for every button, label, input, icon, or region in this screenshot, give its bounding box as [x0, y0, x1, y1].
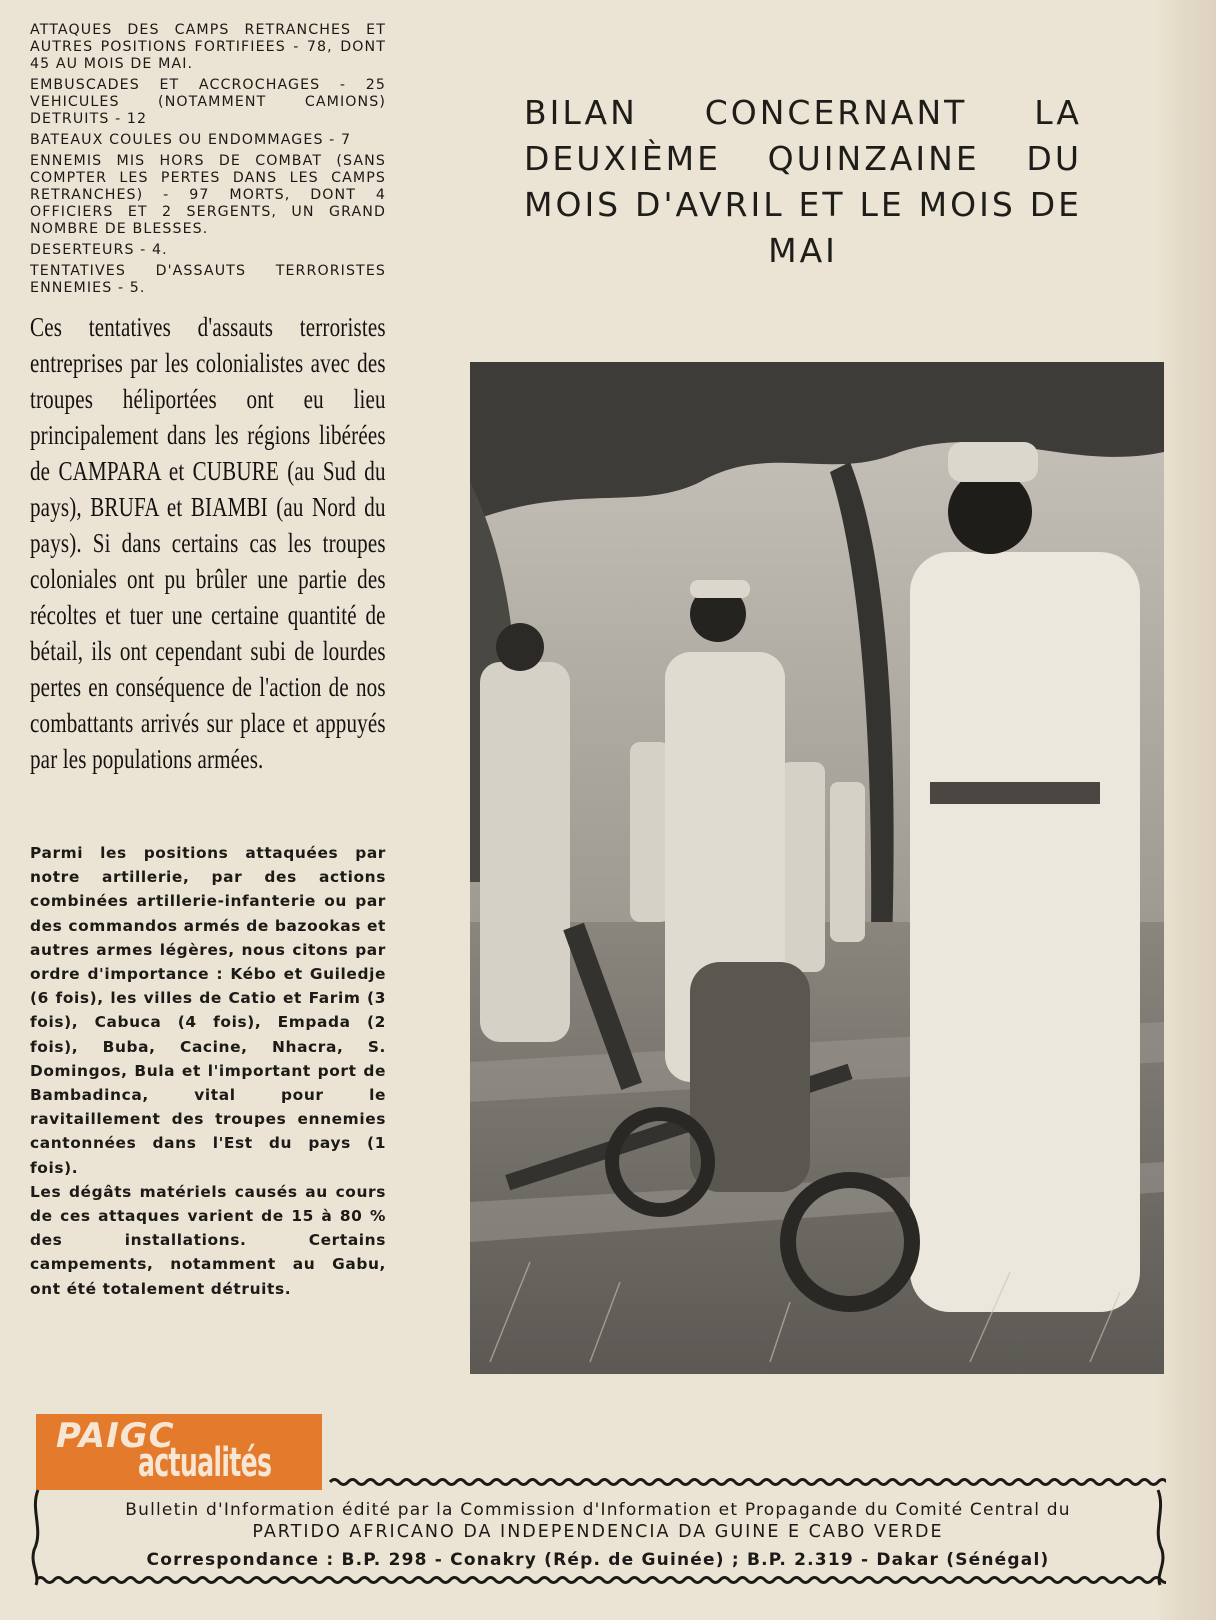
stat-item: ENNEMIS MIS HORS DE COMBAT (SANS COMPTER LES PERTES DANS LES CAMPS RETRANCHES) - 97 MORTS, DONT 4 OFFICIERS ET 2 SERGENTS, UN GRAND NOMBRE DE BLESSES.	[30, 153, 386, 237]
lead-paragraph: Ces tentatives d'assauts terroristes entreprises par les colonialistes avec des troupes héliportées ont eu lieu principalement dans les régions libérées de CAMPARA et CUBURE (au Sud du pays), BRUFA et BIAMBI (au Nord du pays). Si dans certains cas les troupes coloniales ont pu brûler une partie des récoltes et tuer une certaine quantité de bétail, ils ont cependant subi de lourdes pertes en conséquence de l'action de nos combattants arrivés sur place et appuyés par les populations armées.	[30, 312, 386, 774]
stat-item: TENTATIVES D'ASSAUTS TERRORISTES ENNEMIES - 5.	[30, 263, 386, 296]
footer-line-party: PARTIDO AFRICANO DA INDEPENDENCIA DA GUINE E CABO VERDE	[252, 1522, 944, 1542]
stats-list	[30, 22, 386, 297]
stat-item: EMBUSCADES ET ACCROCHAGES - 25 VEHICULES (NOTAMMENT CAMIONS) DETRUITS - 12	[30, 77, 386, 127]
logo-text-bottom: actualités	[138, 1440, 272, 1486]
left-column	[30, 22, 386, 1301]
body-paragraph: Parmi les positions attaquées par notre artillerie, par des actions combinées artillerie-infanterie ou par des commandos armés de bazookas et autres armes légères, nous citons par ordre d'importance : Kébo et Guiledje (6 fois), les villes de Catio et Farim (3 fois), Cabuca (4 fois), Empada (2 fois), Buba, Cacine, Nhacra, S. Domingos, Bula et l'important port de Bambadinca, vital pour le ravitaillement des troupes ennemies cantonnées dans l'Est du pays (1 fois).	[30, 844, 386, 1177]
headline: BILAN CONCERNANT LA DEUXIÈME QUINZAINE DU MOIS D'AVRIL ET LE MOIS DE MAI	[524, 93, 1082, 270]
stat-item: DESERTEURS - 4.	[30, 242, 168, 258]
stat-item: BATEAUX COULES OU ENDOMMAGES - 7	[30, 132, 352, 148]
logo-text-top: PAIGC	[56, 1416, 175, 1456]
footer-line-correspondance: Correspondance : B.P. 298 - Conakry (Rép. de Guinée) ; B.P. 2.319 - Dakar (Sénégal)	[146, 1550, 1050, 1570]
footer	[30, 1470, 1166, 1590]
page-edge	[1156, 0, 1216, 1620]
photo-illustration	[470, 362, 1164, 1374]
lead-paragraph-wrap	[30, 309, 386, 841]
photo-soldiers	[470, 362, 1164, 1374]
stat-item: ATTAQUES DES CAMPS RETRANCHES ET AUTRES POSITIONS FORTIFIEES - 78, DONT 45 AU MOIS DE MAI.	[30, 22, 386, 72]
footer-line-bulletin: Bulletin d'Information édité par la Commission d'Information et Propagande du Comité Central du	[125, 1500, 1071, 1520]
body-paragraph: Les dégâts matériels causés au cours de ces attaques varient de 15 à 80 % des installations. Certains campements, notamment au Gabu, ont été totalement détruits.	[30, 1182, 386, 1298]
